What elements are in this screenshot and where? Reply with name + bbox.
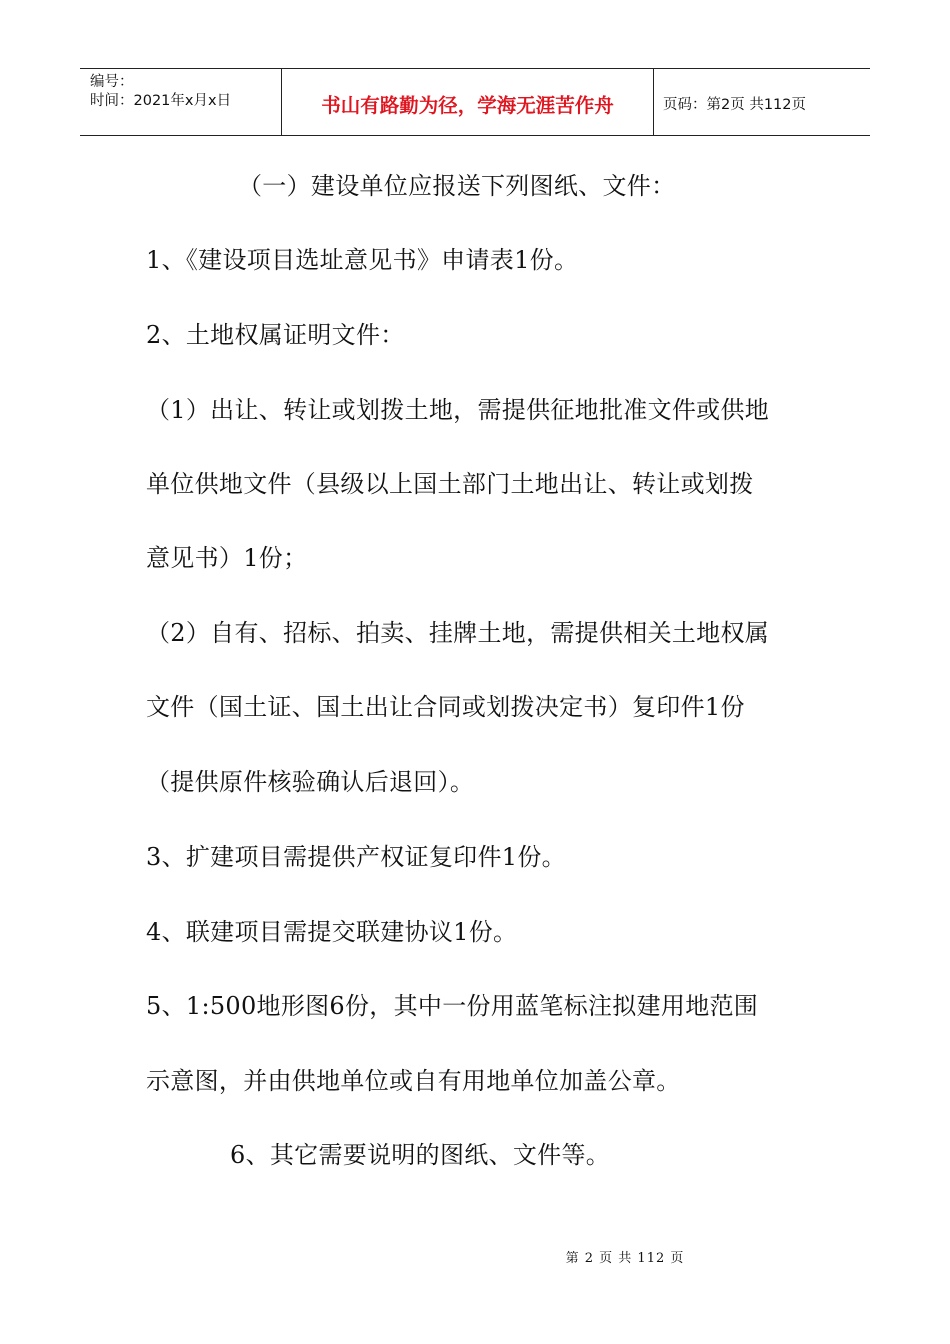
body-line: 文件（国土证、国土出让合同或划拨决定书）复印件1份 [146, 693, 745, 721]
page-header [80, 68, 870, 136]
header-page-number: 页码：第2页 共112页 [663, 96, 807, 113]
section-heading: （一）建设单位应报送下列图纸、文件： [238, 172, 676, 200]
body-line: 单位供地文件（县级以上国土部门土地出让、转让或划拨 [146, 470, 754, 498]
body-line: （1）出让、转让或划拨土地，需提供征地批准文件或供地 [146, 396, 770, 424]
body-line: 1、《建设项目选址意见书》申请表1份。 [146, 246, 579, 274]
footer-page-number: 第 2 页 共 112 页 [565, 1251, 685, 1266]
body-line: 意见书）1份； [146, 544, 308, 572]
body-line: 4、联建项目需提交联建协议1份。 [146, 918, 518, 946]
body-line: 6、其它需要说明的图纸、文件等。 [230, 1141, 611, 1169]
body-line: （2）自有、招标、拍卖、挂牌土地，需提供相关土地权属 [146, 619, 770, 647]
date-label: 时间：2021年x月x日 [90, 93, 232, 109]
body-line: 2、土地权属证明文件： [146, 321, 405, 349]
header-motto: 书山有路勤为径，学海无涯苦作舟 [282, 69, 654, 135]
body-line: 示意图，并由供地单位或自有用地单位加盖公章。 [146, 1067, 681, 1095]
body-line: （提供原件核验确认后退回）。 [146, 768, 475, 796]
body-line: 5、1:500地形图6份，其中一份用蓝笔标注拟建用地范围 [146, 992, 759, 1020]
header-meta-cell [80, 69, 282, 135]
page-footer [0, 1247, 950, 1266]
body-line: 3、扩建项目需提供产权证复印件1份。 [146, 843, 566, 871]
serial-number-label: 编号： [90, 74, 134, 90]
